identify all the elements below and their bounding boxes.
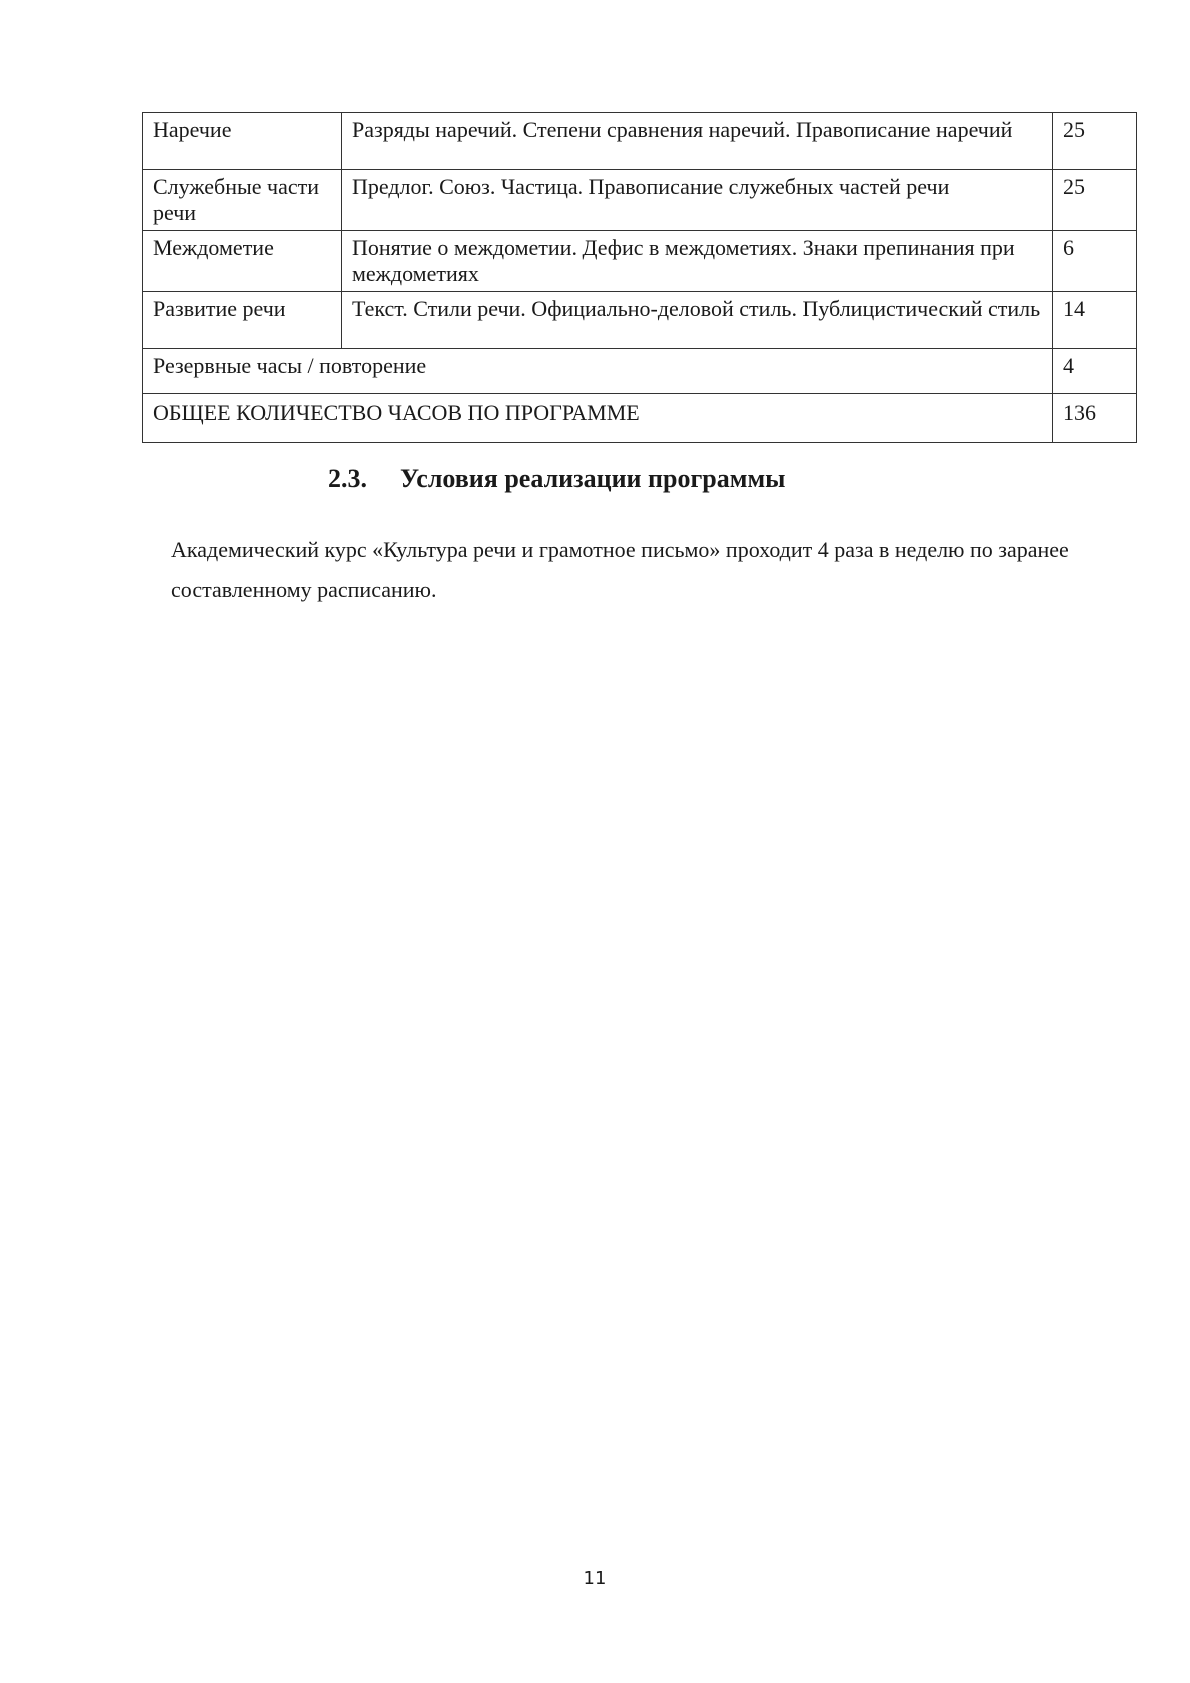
- reserve-hours: 4: [1053, 349, 1137, 394]
- hours-cell: 6: [1053, 231, 1137, 292]
- hours-table: [142, 112, 1137, 443]
- body-paragraph: Академический курс «Культура речи и грамотное письмо» проходит 4 раза в неделю по заранее составленному расписанию.: [171, 537, 1069, 602]
- total-row: [143, 394, 1137, 443]
- reserve-label: Резервные часы / повторение: [143, 349, 1053, 394]
- hours-cell: 14: [1053, 292, 1137, 349]
- section-title: Условия реализации программы: [400, 464, 786, 493]
- section-number: 2.3.: [328, 464, 367, 493]
- topics-cell: Предлог. Союз. Частица. Правописание служебных частей речи: [342, 170, 1053, 231]
- table-row: [143, 231, 1137, 292]
- table-row: [143, 170, 1137, 231]
- total-label: ОБЩЕЕ КОЛИЧЕСТВО ЧАСОВ ПО ПРОГРАММЕ: [143, 394, 1053, 443]
- page-number: 11: [583, 1568, 607, 1589]
- reserve-row: [143, 349, 1137, 394]
- table-row: [143, 113, 1137, 170]
- section-cell: Развитие речи: [143, 292, 342, 349]
- section-cell: Наречие: [143, 113, 342, 170]
- topics-cell: Разряды наречий. Степени сравнения наречий. Правописание наречий: [342, 113, 1053, 170]
- topics-cell: Текст. Стили речи. Официально-деловой стиль. Публицистический стиль: [342, 292, 1053, 349]
- section-heading: [328, 464, 785, 494]
- total-hours: 136: [1053, 394, 1137, 443]
- hours-cell: 25: [1053, 170, 1137, 231]
- section-cell: Служебные части речи: [143, 170, 342, 231]
- section-cell: Междометие: [143, 231, 342, 292]
- topics-cell: Понятие о междометии. Дефис в междометиях. Знаки препинания при междометиях: [342, 231, 1053, 292]
- table-row: [143, 292, 1137, 349]
- hours-cell: 25: [1053, 113, 1137, 170]
